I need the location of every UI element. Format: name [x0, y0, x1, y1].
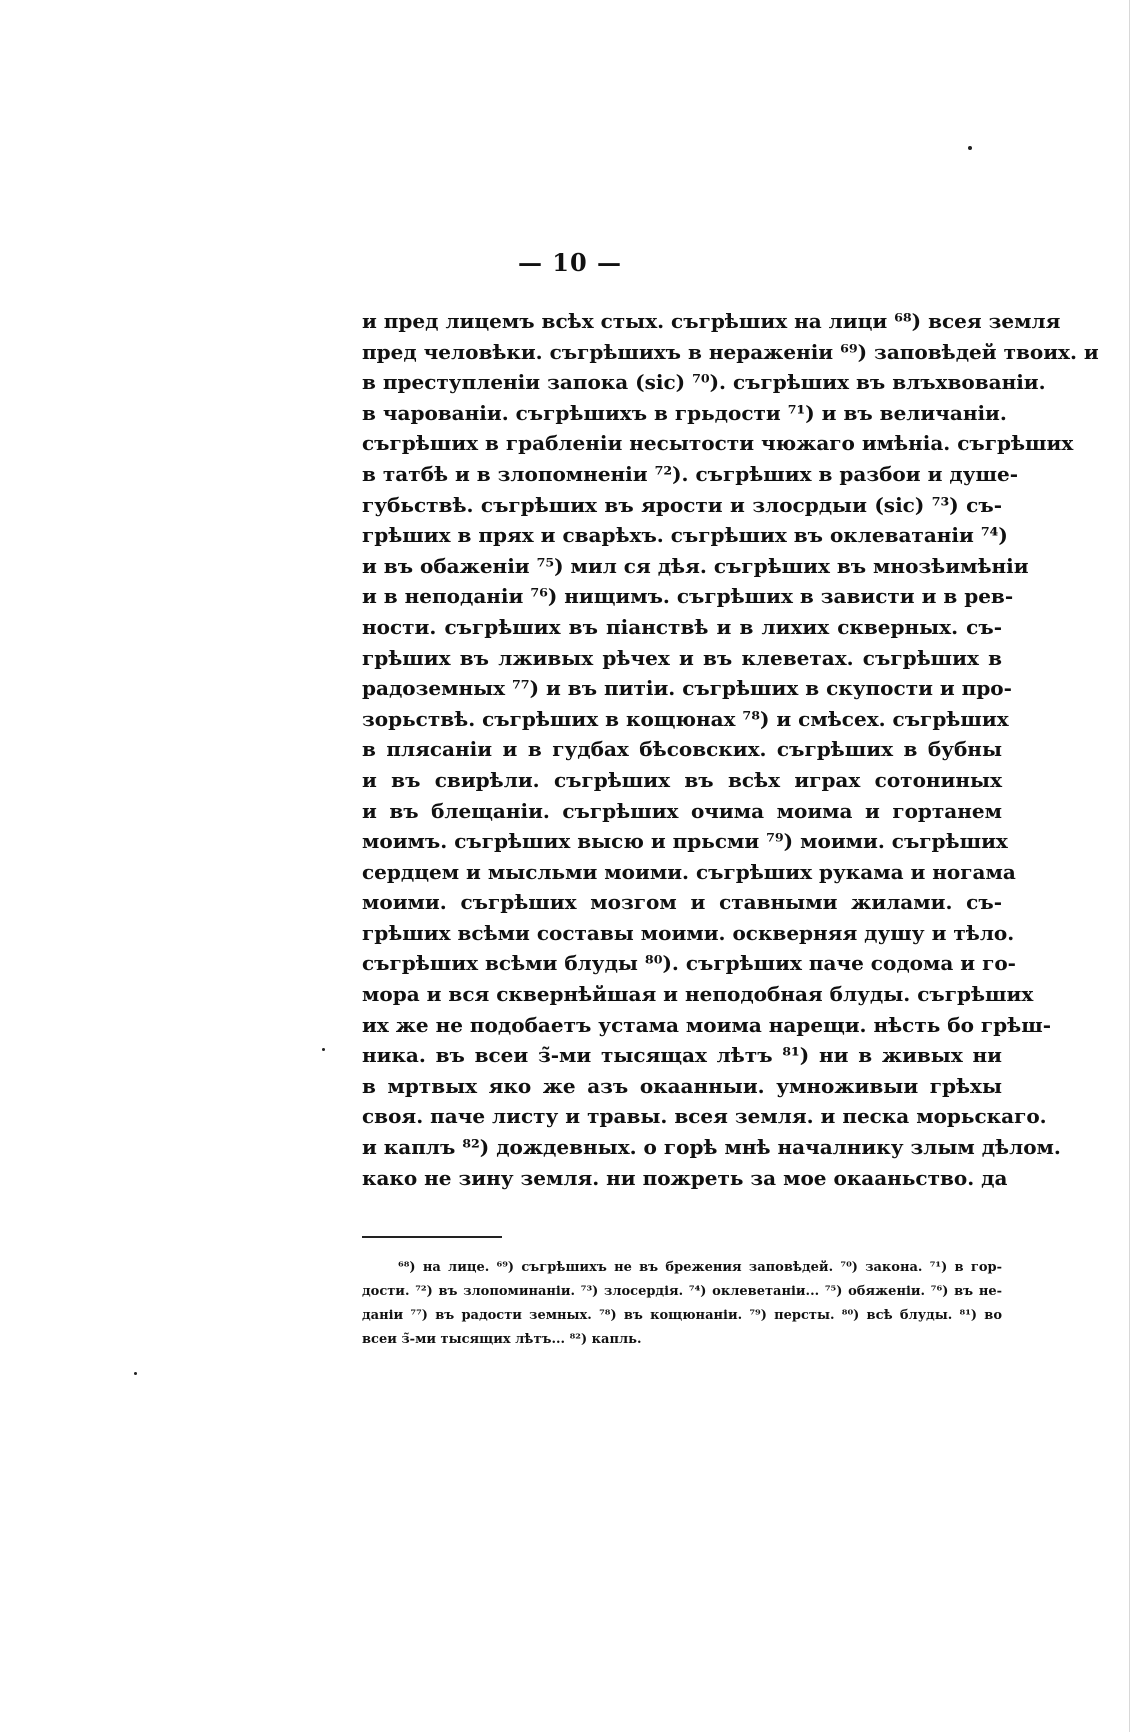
text-line: ника. въ всеи з̃-ми тысящах лѣтъ ⁸¹) ни в живых ни — [362, 1043, 1002, 1068]
text-line: в мртвых яко же азъ окаанныи. умноживыи грѣхы — [362, 1073, 1002, 1098]
page-number: — 10 — — [517, 248, 623, 277]
ink-speck — [322, 1048, 325, 1051]
text-line: и въ обаженіи ⁷⁵) мил ся дѣя. съгрѣших въ мнозѣимѣніи — [362, 553, 1029, 578]
text-line: грѣших въ лживых рѣчех и въ клеветах. съгрѣших в — [362, 645, 1002, 670]
text-line: грѣших всѣми составы моими. оскверняя душу и тѣло. — [362, 920, 1015, 945]
text-line: съгрѣших всѣми блуды ⁸⁰). съгрѣших паче содома и го- — [362, 951, 1016, 976]
text-line: губьствѣ. съгрѣших въ ярости и злосрдыи (sic) ⁷³) съ- — [362, 492, 1002, 517]
footnote-line: ⁶⁸) на лице. ⁶⁹) съгрѣшихъ не въ брежения заповѣдей. ⁷⁰) закона. ⁷¹) в гор- — [398, 1260, 1002, 1275]
text-line: мора и вся сквернѣйшая и неподобная блуды. съгрѣших — [362, 982, 1034, 1007]
text-line: в преступленіи запока (sic) ⁷⁰). съгрѣших въ влъхвованіи. — [362, 370, 1046, 395]
footnote-line: даніи ⁷⁷) въ радости земных. ⁷⁸) въ кощюнаніи. ⁷⁹) персты. ⁸⁰) всѣ блуды. ⁸¹) во — [362, 1308, 1002, 1323]
text-line: моимъ. съгрѣших высю и прьсми ⁷⁹) моими. съгрѣших — [362, 829, 1008, 854]
ink-speck — [134, 1372, 137, 1375]
text-line: сердцем и мысльми моими. съгрѣших рукама и ногама — [362, 859, 1016, 884]
text-line: и пред лицемъ всѣх стых. съгрѣших на лици ⁶⁸) всея земля — [362, 309, 1061, 333]
text-line: и каплъ ⁸²) дождевных. о горѣ мнѣ началнику злым дѣлом. — [362, 1135, 1061, 1160]
footnote-line: дости. ⁷²) въ злопоминаніи. ⁷³) злосердія. ⁷⁴) оклеветаніи... ⁷⁵) обяженіи. ⁷⁶) въ не- — [362, 1284, 1002, 1299]
text-line: грѣших в прях и сварѣхъ. съгрѣших въ оклеватаніи ⁷⁴) — [362, 523, 1008, 548]
text-line: како не зину земля. ни пожреть за мое окааньство. да — [362, 1165, 1008, 1190]
footnotes-block — [362, 1256, 1002, 1352]
text-line: и въ блещаніи. съгрѣших очима моима и гортанем — [362, 798, 1002, 823]
text-line: моими. съгрѣших мозгом и ставными жилами. съ- — [362, 890, 1002, 915]
text-line: ности. съгрѣших въ піанствѣ и в лихих скверных. съ- — [362, 614, 1002, 639]
text-line: и въ свирѣли. съгрѣших въ всѣх играх сотониных — [362, 767, 1002, 792]
text-line: зорьствѣ. съгрѣших в кощюнах ⁷⁸) и смѣсех. съгрѣших — [362, 706, 1009, 731]
text-line: и в неподаніи ⁷⁶) нищимъ. съгрѣших в зависти и в рев- — [362, 584, 1014, 609]
text-line: пред человѣки. съгрѣшихъ в нераженіи ⁶⁹) заповѣдей твоих. и — [362, 339, 1099, 364]
text-line: в татбѣ и в злопомненіи ⁷²). съгрѣших в разбои и душе- — [362, 461, 1019, 486]
text-line: их же не подобаетъ устама моима нарещи. нѣсть бо грѣш- — [362, 1012, 1052, 1037]
footnote-line: всеи з̃-ми тысящих лѣтъ... ⁸²) капль. — [362, 1332, 642, 1347]
main-text-block — [362, 306, 1099, 1193]
text-line: в плясаніи и в гудбах бѣсовских. съгрѣших в бубны — [362, 737, 1002, 762]
ink-speck — [968, 146, 972, 150]
text-line: своя. паче листу и травы. всея земля. и песка морьскаго. — [362, 1104, 1047, 1129]
text-line: радоземных ⁷⁷) и въ питіи. съгрѣших в скупости и про- — [362, 676, 1012, 701]
footnote-divider — [362, 1236, 502, 1238]
text-line: в чарованіи. съгрѣшихъ в грьдости ⁷¹) и въ величаніи. — [362, 400, 1007, 425]
text-line: съгрѣших в грабленіи несытости чюжаго имѣніа. съгрѣших — [362, 431, 1074, 456]
